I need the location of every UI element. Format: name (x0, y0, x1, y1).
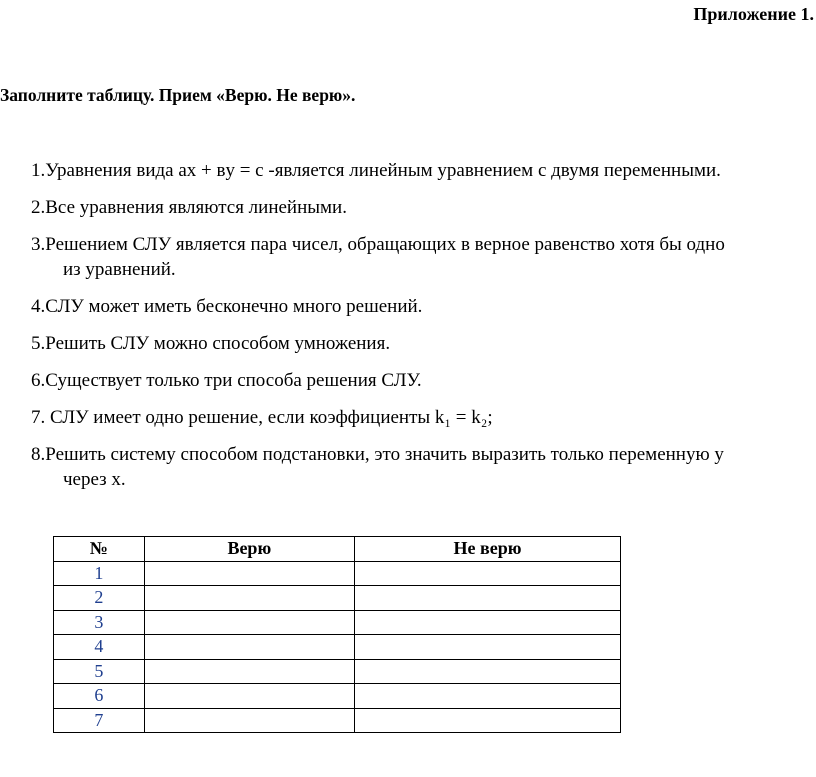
statement-text: 6.Существует только три способа решения СЛУ. (31, 370, 422, 391)
header-not-believe: Не верю (354, 537, 620, 562)
not-believe-cell[interactable] (354, 561, 620, 586)
statement-item (31, 158, 813, 183)
statement-text: 1.Уравнения вида ax + вy = c -является линейным уравнением с двумя переменными. (31, 160, 721, 181)
row-number: 6 (54, 684, 145, 709)
task-title: Заполните таблицу. Прием «Верю. Не верю». (0, 85, 356, 105)
believe-cell[interactable] (144, 684, 354, 709)
not-believe-cell[interactable] (354, 635, 620, 660)
row-number: 4 (54, 635, 145, 660)
row-number: 3 (54, 610, 145, 635)
not-believe-cell[interactable] (354, 586, 620, 611)
statement-list (31, 158, 813, 504)
row-number: 7 (54, 708, 145, 733)
table-row (54, 586, 621, 611)
table-header-row (54, 537, 621, 562)
believe-cell[interactable] (144, 561, 354, 586)
not-believe-cell[interactable] (354, 708, 620, 733)
statement-continuation: через х. (63, 469, 126, 490)
table-row (54, 635, 621, 660)
statement-item (31, 405, 813, 430)
statement-text: 4.СЛУ может иметь бесконечно много решений. (31, 296, 423, 317)
answer-table (53, 536, 621, 733)
statement-item (31, 232, 813, 282)
statement-item (31, 442, 813, 492)
header-believe: Верю (144, 537, 354, 562)
believe-cell[interactable] (144, 610, 354, 635)
not-believe-cell[interactable] (354, 659, 620, 684)
statement-item (31, 331, 813, 356)
believe-cell[interactable] (144, 708, 354, 733)
statement-text: 8.Решить систему способом подстановки, это значить выразить только переменную у (31, 444, 724, 465)
believe-cell[interactable] (144, 659, 354, 684)
believe-cell[interactable] (144, 635, 354, 660)
statement-continuation: из уравнений. (63, 259, 176, 280)
statement-text: 5.Решить СЛУ можно способом умножения. (31, 333, 391, 354)
not-believe-cell[interactable] (354, 610, 620, 635)
statement-text: 2.Все уравнения являются линейными. (31, 197, 347, 218)
row-number: 2 (54, 586, 145, 611)
table-row (54, 561, 621, 586)
statement-item (31, 368, 813, 393)
appendix-label: Приложение 1. (693, 4, 814, 24)
not-believe-cell[interactable] (354, 684, 620, 709)
table-row (54, 610, 621, 635)
believe-cell[interactable] (144, 586, 354, 611)
table-row (54, 684, 621, 709)
row-number: 1 (54, 561, 145, 586)
header-number: № (54, 537, 145, 562)
statement-item (31, 294, 813, 319)
statement-item (31, 195, 813, 220)
table-row (54, 708, 621, 733)
statement-text: 3.Решением СЛУ является пара чисел, обращающих в верное равенство хотя бы одно (31, 234, 725, 255)
statement-text: 7. СЛУ имеет одно решение, если коэффициенты k₁ = k₂; (31, 407, 493, 428)
row-number: 5 (54, 659, 145, 684)
table-row (54, 659, 621, 684)
